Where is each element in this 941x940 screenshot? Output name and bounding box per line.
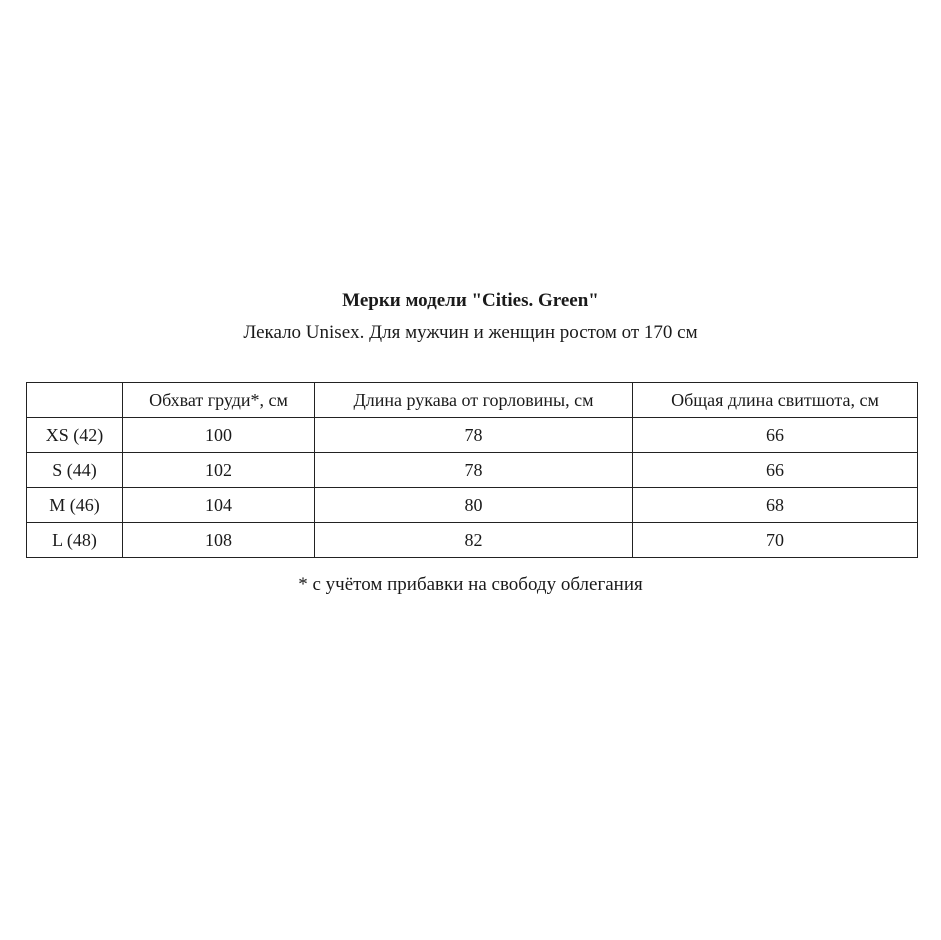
footnote: * с учётом прибавки на свободу облегания	[298, 574, 643, 595]
cell-length: 66	[633, 418, 918, 453]
cell-chest: 100	[123, 418, 315, 453]
cell-chest: 108	[123, 523, 315, 558]
cell-sleeve: 82	[315, 523, 633, 558]
cell-sleeve: 78	[315, 453, 633, 488]
page-title: Мерки модели "Cities. Green"	[342, 290, 599, 311]
cell-chest: 104	[123, 488, 315, 523]
size-table	[26, 382, 918, 558]
table-row	[27, 453, 918, 488]
header-sleeve: Длина рукава от горловины, см	[315, 383, 633, 418]
table-header-row	[27, 383, 918, 418]
cell-size: L (48)	[27, 523, 123, 558]
cell-size: XS (42)	[27, 418, 123, 453]
page-subtitle: Лекало Unisex. Для мужчин и женщин ростом от 170 см	[243, 322, 698, 343]
table-row	[27, 523, 918, 558]
cell-size: M (46)	[27, 488, 123, 523]
cell-length: 68	[633, 488, 918, 523]
cell-sleeve: 78	[315, 418, 633, 453]
table-row	[27, 418, 918, 453]
cell-length: 70	[633, 523, 918, 558]
header-chest: Обхват груди*, см	[123, 383, 315, 418]
cell-size: S (44)	[27, 453, 123, 488]
table-row	[27, 488, 918, 523]
header-size	[27, 383, 123, 418]
cell-sleeve: 80	[315, 488, 633, 523]
cell-length: 66	[633, 453, 918, 488]
cell-chest: 102	[123, 453, 315, 488]
header-length: Общая длина свитшота, см	[633, 383, 918, 418]
